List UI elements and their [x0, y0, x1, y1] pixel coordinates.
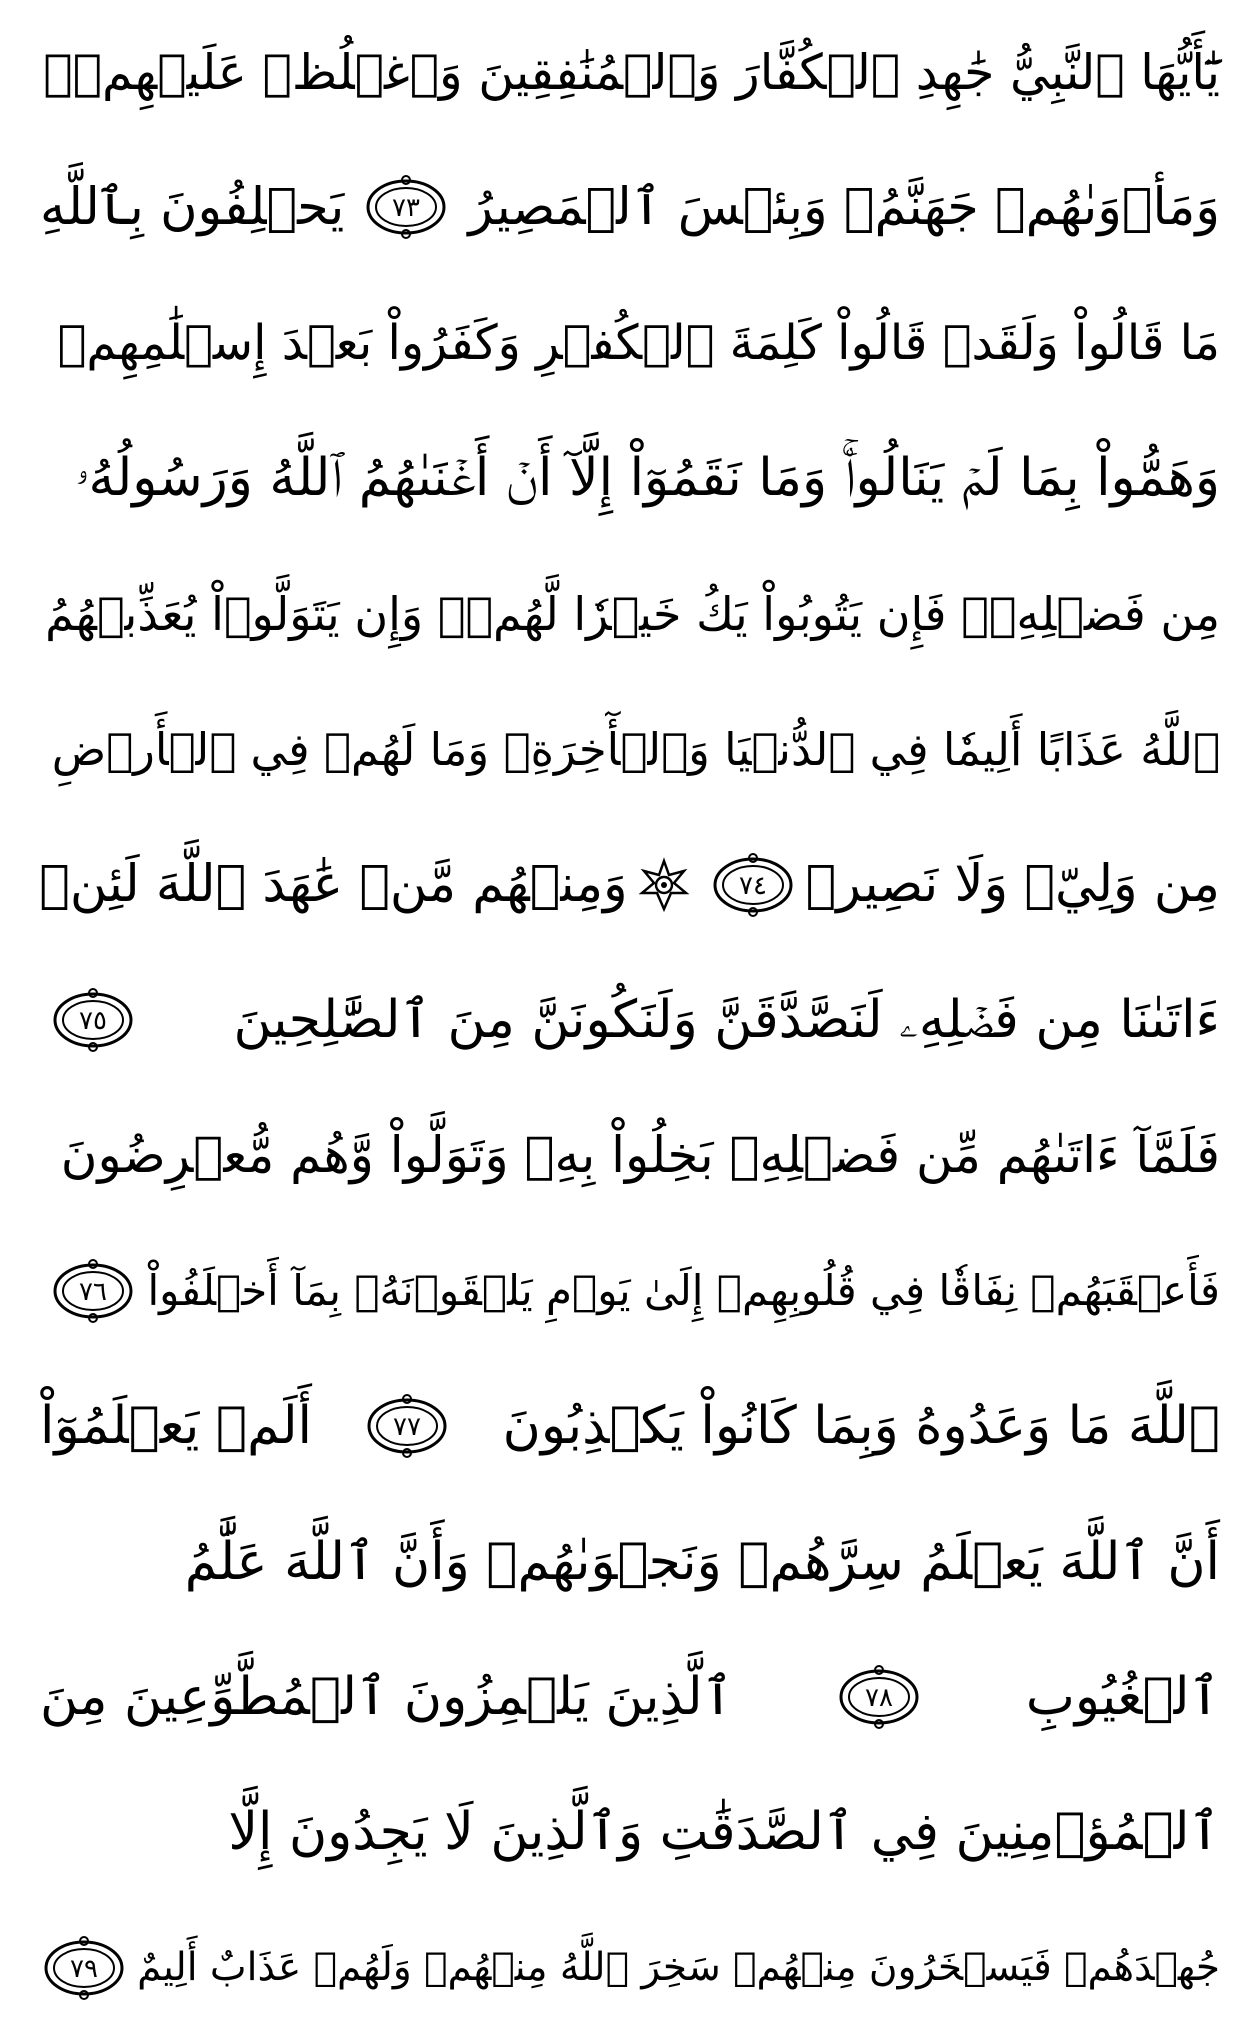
ayah-number-marker: [41, 1937, 127, 1999]
verse-line: [40, 1093, 1220, 1217]
verse-line: [40, 1229, 1220, 1353]
verse-line: [40, 145, 1220, 269]
verse-text: جُهۡدَهُمۡ فَيَسۡخَرُونَ مِنۡهُمۡ سَخِرَ ٱللَّهُ مِنۡهُمۡ وَلَهُمۡ عَذَابٌ أَلِيمٌ: [137, 1945, 1220, 1991]
verse-text: ٱلۡغُيُوبِ: [1025, 1667, 1220, 1728]
ayah-end-ornament-icon: [50, 1260, 136, 1322]
verse-text: ٱللَّهُ عَذَابًا أَلِيمٗا فِي ٱلدُّنۡيَا وَٱلۡأٓخِرَةِۚ وَمَا لَهُمۡ فِي ٱلۡأَرۡضِ: [51, 722, 1220, 776]
ayah-number: ٧٧: [393, 1412, 422, 1443]
verse-text: يَٰٓأَيُّهَا ٱلنَّبِيُّ جَٰهِدِ ٱلۡكُفَّارَ وَٱلۡمُنَٰفِقِينَ وَٱغۡلُظۡ عَلَيۡهِمۡۚ: [43, 43, 1220, 101]
verse-text: مِن وَلِيّٖ وَلَا نَصِيرٖ: [805, 855, 1220, 915]
verse-text: مَا قَالُواْ وَلَقَدۡ قَالُواْ كَلِمَةَ ٱلۡكُفۡرِ وَكَفَرُواْ بَعۡدَ إِسۡلَٰمِهِمۡ: [57, 314, 1220, 371]
ayah-number: ٧٩: [70, 1953, 99, 1984]
verse-text: أَلَمۡ يَعۡلَمُوٓاْ: [40, 1396, 312, 1457]
ayah-number-marker: [50, 1260, 136, 1322]
ayah-end-ornament-icon: [50, 989, 136, 1051]
verse-text: وَمَأۡوَىٰهُمۡ جَهَنَّمُۖ وَبِئۡسَ ٱلۡمَصِيرُ: [468, 177, 1220, 237]
verse-text: ءَاتَىٰنَا مِن فَضۡلِهِۦ لَنَصَّدَّقَنَّ وَلَنَكُونَنَّ مِنَ ٱلصَّٰلِحِينَ: [233, 989, 1220, 1050]
verse-line: [40, 958, 1220, 1082]
ayah-end-ornament-icon: [363, 176, 449, 238]
verse-text: ٱللَّهَ مَا وَعَدُوهُ وَبِمَا كَانُواْ يَكۡذِبُونَ: [502, 1396, 1220, 1457]
verse-text: وَهَمُّواْ بِمَا لَمۡ يَنَالُواْۚ وَمَا نَقَمُوٓاْ إِلَّآ أَنۡ أَغۡنَىٰهُمُ ٱللَّهُ وَرَسُولُهُۥ: [75, 448, 1220, 509]
verse-text: ٱلۡمُؤۡمِنِينَ فِي ٱلصَّدَقَٰتِ وَٱلَّذِينَ لَا يَجِدُونَ إِلَّا: [228, 1802, 1220, 1863]
ayah-number: ٧٣: [392, 193, 421, 224]
verse-line: [40, 1364, 1220, 1488]
ayah-number-marker: [710, 854, 796, 916]
ayah-end-ornament-icon: [41, 1937, 127, 1999]
hizb-star-icon: [636, 857, 692, 913]
ayah-number-marker: [50, 989, 136, 1051]
verse-text: أَنَّ ٱللَّهَ يَعۡلَمُ سِرَّهُمۡ وَنَجۡوَىٰهُمۡ وَأَنَّ ٱللَّهَ عَلَّٰمُ: [184, 1531, 1220, 1592]
mushaf-page: [40, 10, 1220, 2030]
verse-text: فَأَعۡقَبَهُمۡ نِفَاقٗا فِي قُلُوبِهِمۡ إِلَىٰ يَوۡمِ يَلۡقَوۡنَهُۥ بِمَآ أَخۡلَفُواْ: [147, 1265, 1220, 1315]
verse-text: فَلَمَّآ ءَاتَىٰهُم مِّن فَضۡلِهِۦ بَخِلُواْ بِهِۦ وَتَوَلَّواْ وَّهُم مُّعۡرِضُونَ: [60, 1126, 1220, 1185]
verse-line: [40, 1770, 1220, 1894]
ayah-number: ٧٤: [738, 870, 767, 901]
verse-text: مِن فَضۡلِهِۦۚ فَإِن يَتُوبُواْ يَكُ خَيۡرٗا لَّهُمۡۖ وَإِن يَتَوَلَّوۡاْ يُعَذِّبۡهُمُ: [45, 586, 1220, 641]
verse-line: [40, 823, 1220, 947]
verse-line: [40, 10, 1220, 134]
ayah-number-marker: [364, 1395, 450, 1457]
verse-line: [40, 552, 1220, 676]
verse-line: [40, 1906, 1220, 2030]
ayah-number: ٧٦: [79, 1276, 107, 1307]
ayah-end-ornament-icon: [710, 854, 796, 916]
verse-line: [40, 1635, 1220, 1759]
verse-text: ٱلَّذِينَ يَلۡمِزُونَ ٱلۡمُطَّوِّعِينَ مِنَ: [40, 1667, 734, 1728]
verse-line: [40, 281, 1220, 405]
ayah-number: ٧٨: [865, 1683, 894, 1714]
ayah-end-ornament-icon: [364, 1395, 450, 1457]
ayah-number-marker: [363, 176, 449, 238]
verse-line: [40, 1500, 1220, 1624]
ayah-end-ornament-icon: [836, 1666, 922, 1728]
ayah-number: ٧٥: [79, 1005, 107, 1036]
verse-line: [40, 687, 1220, 811]
verse-text: يَحۡلِفُونَ بِٱللَّهِ: [40, 177, 345, 237]
verse-text: وَمِنۡهُم مَّنۡ عَٰهَدَ ٱللَّهَ لَئِنۡ: [39, 855, 628, 915]
verse-line: [40, 416, 1220, 540]
ayah-number-marker: [836, 1666, 922, 1728]
